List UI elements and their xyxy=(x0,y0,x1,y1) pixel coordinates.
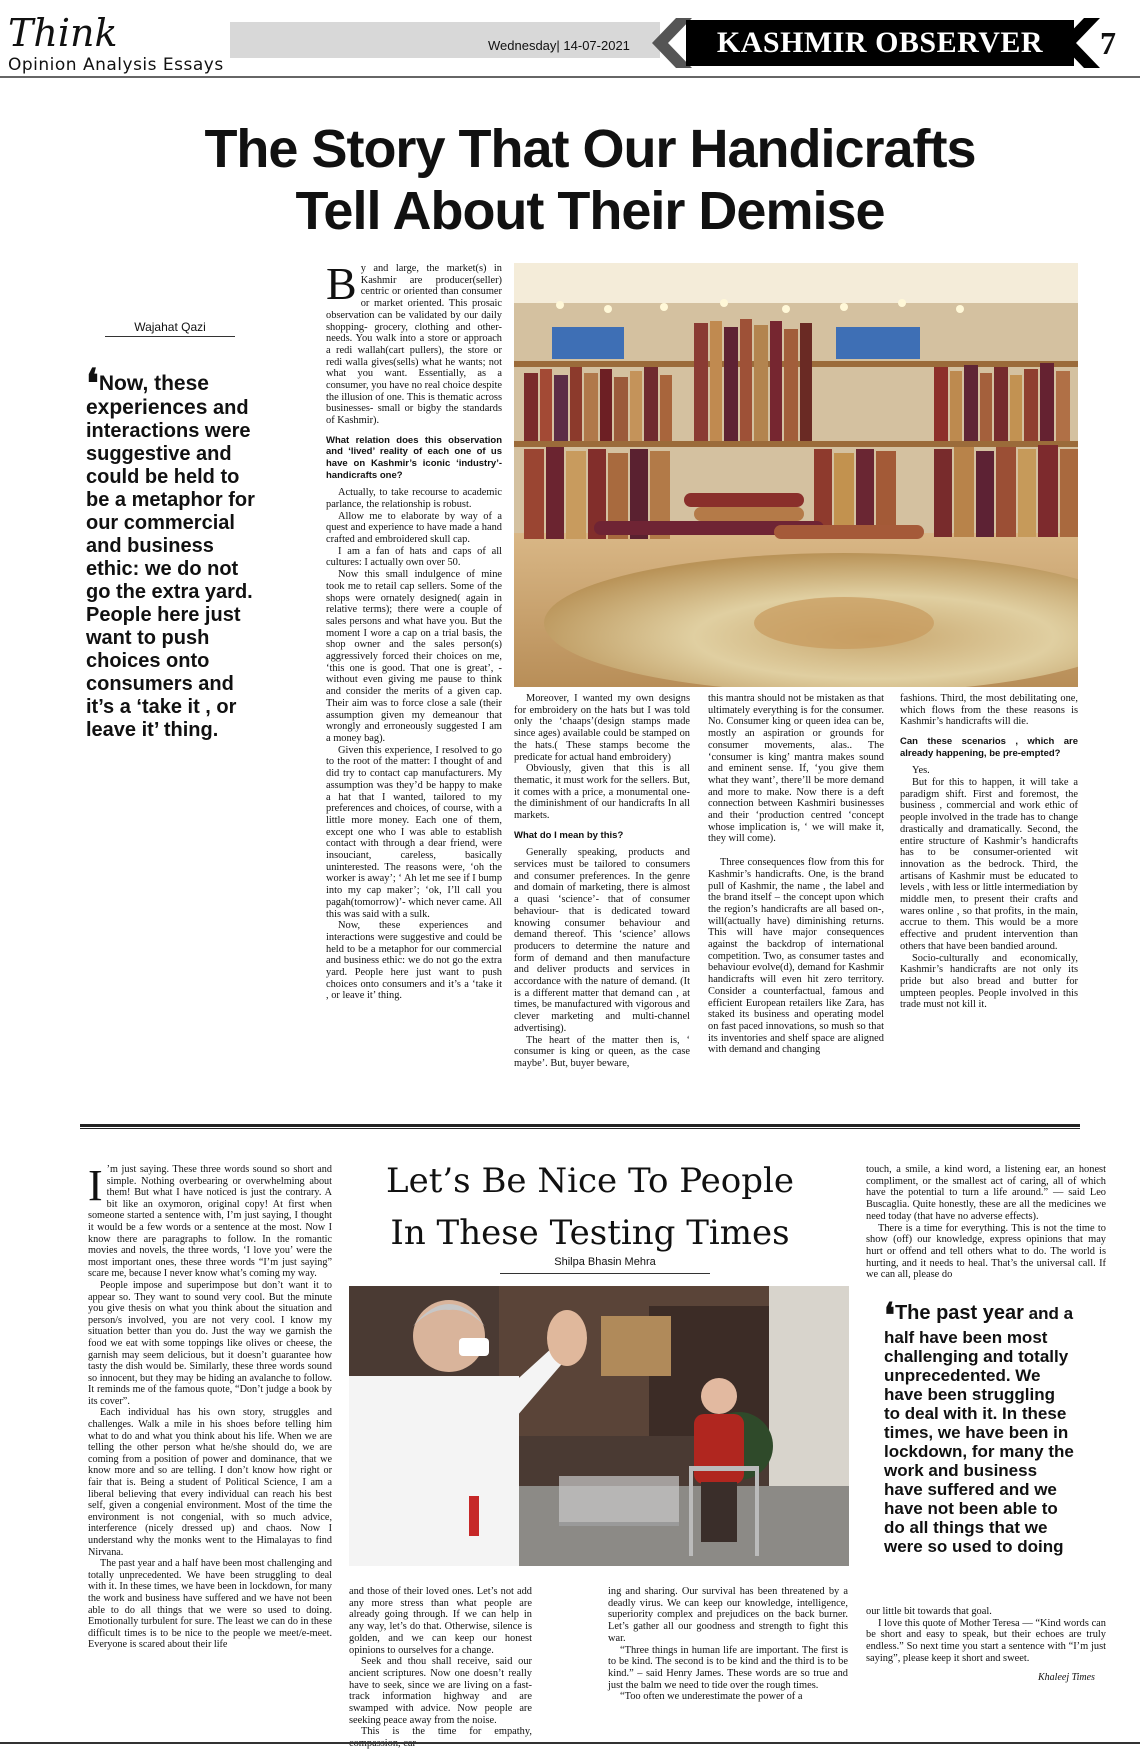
article1-headline-line1: The Story That Our Handicrafts xyxy=(204,119,976,179)
carpet-shop-photo xyxy=(514,263,1078,687)
article1-paragraph: I am a fan of hats and caps of all cultures: I actually own over 50. xyxy=(326,545,502,569)
article1-paragraph: Actually, to take recourse to academic parlance, the relationship is robust. xyxy=(326,487,502,510)
article2-paragraph: This is the time for empathy, xyxy=(361,1726,532,1738)
article1-column-3 xyxy=(708,693,884,1056)
pull-quote-text: and interactions were suggestive and could be held to be a metaphor for our commercial and business ethic: we do not go the extra yard. People here just want to push choices onto consumers and it’s a ‘take it , or leave it’ thing. xyxy=(86,397,255,741)
article2-paragraph: The past year and a half have been most challenging and totally unprecedented. We have been struggling to deal with it. In these times, we have been in lockdown, for many the work and business have suffered and we have not been able to do all things that we were so used to doing. Emotionally turbulent for sure. The least we can do in these difficult times is to be nice to the people we meet/e-meet. Everyone is scared about their life xyxy=(88,1558,332,1651)
article2-column-2 xyxy=(349,1586,532,1750)
article2-paragraph: People impose and superimpose but don’t want it to appear so. They want to sound very cool. But the minute you give thesis on what you think about the situation and person/s involved, you are not very cool. I know my situation better than you do. Just the way we garnish the food we eat with some toppings like olives or cheese, the garnish may seem delicious, but it doesn’t guarantee how tasty the dish would be. Similarly, these three words sound so innocent, but they may be hiding an avalanche to follow. It reminds me of the famous quote, “Don’t judge a book by its cover”. xyxy=(88,1279,332,1407)
byline-rule xyxy=(500,1273,710,1274)
article1-pull-quote xyxy=(86,360,266,742)
article1-paragraph: Moreover, I wanted my own designs for embroidery on the hats but I was told only the ‘chaaps’(design stamps made since ages) available could be stamped on the hats.( These stamps become the predicate for actual hand embroidery) xyxy=(514,693,690,763)
article2-paragraph: “Too often we underestimate the power of a xyxy=(620,1691,803,1703)
article2-column-4 xyxy=(866,1164,1106,1281)
source-credit: Khaleej Times xyxy=(1038,1672,1095,1683)
article1-paragraph xyxy=(326,258,502,427)
article1-author: Wajahat Qazi xyxy=(134,320,206,334)
paragraph-text: y and large, the market(s) in Kashmir are producer(seller) centric or oriented than consumer or market oriented. This prosaic observation can be validated by our daily shopping- grocery, clothing and other- needs. You walk into a store or approach a redi wallah(cart pullers), the store or redi walla gives(sells) what he wants; not what you want. Essentially, as a consumer, you have no real choice despite the illusion of one. This is thematic across businesses- small or bigby the standards of Kashmir). xyxy=(326,263,502,427)
article2-paragraph: There is a time for everything. This is not the time to show (off) our knowledge, express opinions that may hurt or offend and tell others what to do. The world is hurting, and it needs to heal. That’s the universal call. If we can all, please do xyxy=(866,1222,1106,1281)
article2-paragraph: our little bit towards that goal. xyxy=(866,1606,992,1617)
article2-paragraph: “Three things in human life are important. The first is to be kind. The second is to be kind and the third is to be kind.” – said Henry James. These words are so true and just the balm we need to tide over the rough times. xyxy=(608,1644,848,1691)
article1-paragraph: The heart of the matter then is, ‘ consumer is king or queen, as the case maybe’. But, buyer beware, xyxy=(514,1034,690,1069)
article1-paragraph: Socio-culturally and economically, Kashmir’s handicrafts are not only its pride but also bread and butter for umpteen peoples. People involved in this trade must not kill it. xyxy=(900,952,1078,1011)
article1-paragraph: this mantra should not be mistaken as that ultimately everything is for the consumer. No. Consumer king or queen idea can be, mostly an aspiration or grounds for consumer movements, alas.. The ‘consumer is king’ mantra makes sound and eminent sense. If, ‘you give them what they want’, there’ll be more demand and more to make. Now there is a deft connection between Kashmiri businesses and their ‘production centred ‘concept whose implication is, ‘ we will make it, they will come). xyxy=(708,693,884,845)
article1-subhead: Can these scenarios , which are already happening, be pre-empted? xyxy=(900,736,1078,759)
article1-subhead: What do I mean by this? xyxy=(514,829,624,841)
section-divider-thin xyxy=(80,1128,1080,1129)
pull-quote-lead: The past year xyxy=(894,1302,1024,1324)
article2-pull-quote xyxy=(884,1296,1074,1556)
article2-paragraph: ing and sharing. Our survival has been threatened by a deadly virus. We can keep our knowledge, intelligence, superiority complex and prejudices on the back burner. Let’s gather all our goodness and strength to fight this war. xyxy=(608,1586,848,1644)
article1-headline xyxy=(120,118,1060,242)
pull-quote-lead: Now, these experiences xyxy=(86,372,209,419)
byline-rule xyxy=(105,336,235,337)
article1-paragraph: Yes. xyxy=(912,765,930,777)
article1-paragraph: Obviously, given that this is all thematic, it must work for the sellers. But, it comes with a price, a monumental one- the diminishment of our handicrafts In all markets. xyxy=(514,763,690,822)
article1-column-2 xyxy=(514,693,690,1070)
quote-mark-icon: ❛ xyxy=(86,360,99,407)
section-title: Think xyxy=(8,11,118,55)
article2-headline-line1: Let’s Be Nice To People xyxy=(386,1161,794,1201)
article2-paragraph: I love this quote of Mother Teresa — “Kind words can be short and easy to speak, but their echoes are truly endless.” So next time you start a sentence with “I’m just saying”, please keep it short and sweet. xyxy=(866,1617,1106,1664)
footer-rule xyxy=(0,1742,1140,1744)
drop-cap: B xyxy=(326,258,357,309)
issue-date: Wednesday| 14-07-2021 xyxy=(488,38,630,53)
article2-column-1 xyxy=(88,1161,332,1651)
article2-headline-line2: In These Testing Times xyxy=(390,1213,790,1253)
article2-paragraph: Each individual has his own story, struggles and challenges. Walk a mile in his shoes before telling him what to do and what you think about his life. When we are telling the other person what he/she should do, we are coming from a position of power and dominance, that we know more and so are telling. I don’t know how right or fair that is. Being a student of Political Science, I am a liberal believing that every individual can reach his best self, given a congenial environment. Most of the time the environment is not congenial, with so much advice, interference (nicely dressed up) and chaos. Now I understand why the monks went to the Himalayas to find Nirvana. xyxy=(88,1407,332,1558)
article1-paragraph: Given this experience, I resolved to go to the root of the matter: I thought of and did try to contact cap manufacturers. My assumption was they’d be happy to make a hat that I wanted, tailored to my preferences and choices, of course, with a little more money. Each one of them, except one who I was able to establish contact with through a dear friend, were insouciant, careless, basically uninterested. The reasons were, ‘oh the worker is away’; ‘ Ah let me see if I bump into my cap maker’; ‘ok, I’ll call you pagah(tomorrow)’- which never came. All this was said with a sulk. xyxy=(326,744,503,920)
chevron-right-icon xyxy=(1060,18,1100,68)
article2-column-3 xyxy=(608,1586,848,1703)
article2-paragraph: Seek and thou shall receive, said our ancient scriptures. Now one doesn’t really have to seek, since we are living on a fast-track information highway and are swamped with advice. Now people are seeking peace away from the noise. xyxy=(349,1656,532,1726)
article1-column-4 xyxy=(900,693,1078,1011)
article2-paragraph xyxy=(88,1161,332,1280)
article1-paragraph: Generally speaking, products and services must be tailored to consumers and consumer preferences. In the genre and domain of marketing, there is almost a quasi ‘science’- that of consumer behaviour- that is dedicated toward knowing consumer behaviour and demand thereof. This ‘science’ allows producers to determine the nature and form of demand and then manufacture and deliver products and services in accordance with the nature of demand. (It is a different matter that demand can , at times, be manufactured with vigorous and clever marketing and multi-channel advertising). xyxy=(514,847,690,1034)
section-subtitle: Opinion Analysis Essays xyxy=(8,55,224,75)
article2-column-4-end xyxy=(866,1606,1106,1665)
header-rule xyxy=(0,76,1140,78)
article2-paragraph: and those of their loved ones. Let’s not add any more stress than what people are already going through. If we can help in any way, let’s do that. Otherwise, silence is golden, and we can keep our honest opinions to ourselves for a change. xyxy=(349,1586,532,1656)
article1-column-1 xyxy=(326,258,503,1002)
article1-subhead: What relation does this observation and ‘lived’ reality of each one of us have on Kashmir’s iconic ‘industry’- handicrafts one? xyxy=(326,434,502,481)
article1-paragraph: Now this small indulgence of mine took me to retail cap sellers. Some of the shops were ornately designed( again in relative terms); there were a couple of sales persons and what have you. But the moment I wore a cap on a trial basis, the shop owner and the sales person(s) aggressively forced their choices on me, ‘this one is good. That one is great’, - without even giving me pause to think and consider the merits of a given cap. Their aim was to force close a sale (their assumption given my demeanour that wrongly and erroneously suggested I am a money bag). xyxy=(326,569,502,744)
article1-paragraph: fashions. Third, the most debilitating one, which flows from the these reasons is Kashmir’s handicrafts will die. xyxy=(900,693,1078,728)
drop-cap: I xyxy=(88,1161,103,1210)
article1-paragraph: But for this to happen, it will take a paradigm shift. First and foremost, the business , commercial and work ethic of people involved in the trade has to change drastically and dramatically. Second, the entire structure of Kashmir’s handicrafts has to be consumer-oriented wit innovation as the bedrock. Third, the artisans of Kashmir must be educated to levels , with less or little intermediation by middle men, to present their crafts and wares online , so that profits, in the main, accrue to them. This would be a more effective and prudent intervention than others that have been bandied around. xyxy=(900,777,1078,952)
page-number: 7 xyxy=(1100,25,1116,61)
section-divider xyxy=(80,1124,1080,1127)
pull-quote-text: and a half have been most challenging and totally unprecedented. We have been struggling to deal with it. In these times, we have been in lockdown, for many the work and business have suffered and we have not been able to do all things that we were so used to doing xyxy=(884,1304,1074,1556)
waving-people-photo xyxy=(349,1286,849,1566)
article1-paragraph: Allow me to elaborate by way of a quest and experience to have made a hand crafted and embroidered skull cap. xyxy=(326,510,502,546)
publication-name: KASHMIR OBSERVER xyxy=(686,20,1074,66)
article2-headline xyxy=(375,1155,805,1259)
article1-headline-line2: Tell About Their Demise xyxy=(295,181,885,241)
article1-paragraph: Three consequences flow from this for Kashmir’s handicrafts. One, is the brand pull of Kashmir, the name , the label and the brand itself – the concept upon which the region’s handicrafts are all based on-, will(actually have) diminishing returns. This will have major consequences against the backdrop of international competition. Two, as consumer tastes and behaviour evolve(d), demand for Kashmir handicrafts will even hit zero territory. Consider a counterfactual, famous and efficient European retailers like Zara, has staked its business and operating model on fast paced innovations, so mush so that its inventories and shelf space are aligned with demand and changing xyxy=(708,857,884,1056)
article1-paragraph: Now, these experiences and interactions were suggestive and could be held to be a metaphor for our commercial and business ethic: we do not go the extra yard. People here just want to push choices onto consumers and it’s a ‘take it , or leave it’ thing. xyxy=(326,920,502,1002)
quote-mark-icon: ❛ xyxy=(884,1296,895,1336)
article2-author: Shilpa Bhasin Mehra xyxy=(554,1256,656,1268)
paragraph-text: ’m just saying. These three words sound so short and simple. Nothing overbearing or overwhelming about them! But what I have noticed is just the contrary. A bit like an oxymoron, original copy! At first when someone started a sentence with, I’m just saying, I thought it would be a few words or a sentence at the most. Now I know there are paragraphs to follow. In the romantic movies and novels, the three words, ‘I love you’ were the most important ones, these three words “I’m just saying” scare me, because I never know what’s coming my way. xyxy=(88,1164,332,1280)
article2-paragraph: touch, a smile, a kind word, a listening ear, an honest compliment, or the smallest act of caring, all of which have the potential to turn a life around.” — said Leo Buscaglia. Quite honestly, these are all the medicines we need today (that have no adverse effects). xyxy=(866,1164,1106,1222)
